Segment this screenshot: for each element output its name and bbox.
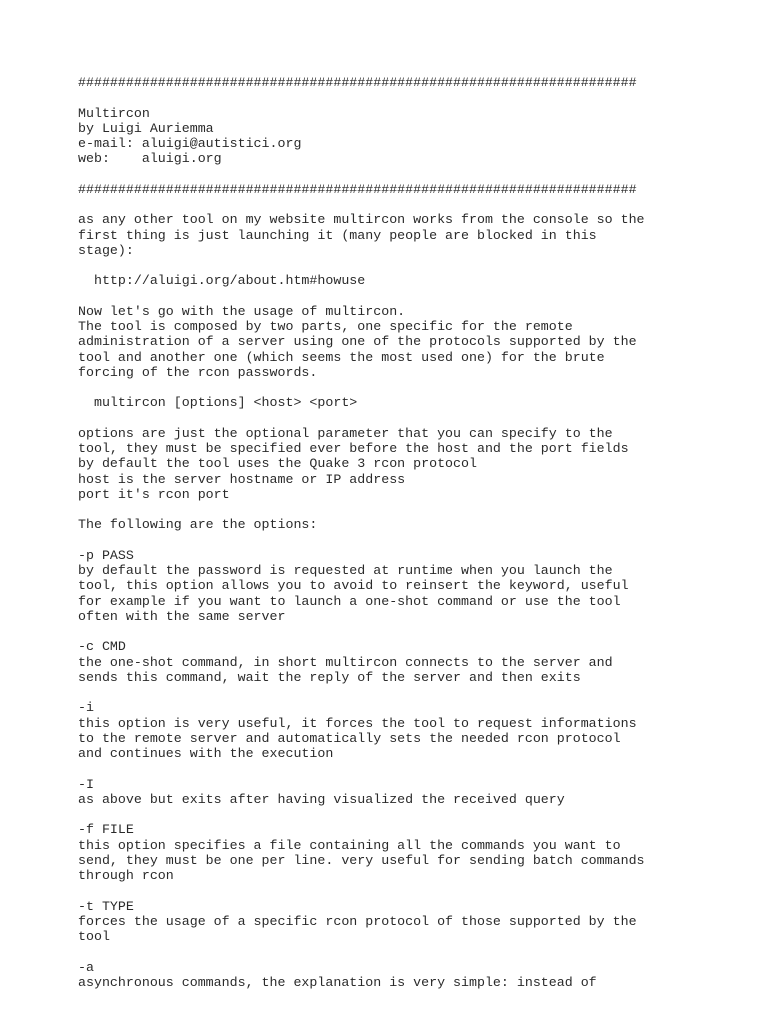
text-line: the one-shot command, in short multircon connects to the server and xyxy=(78,654,613,670)
text-line: -f FILE xyxy=(78,822,134,838)
text-line: port it's rcon port xyxy=(78,486,230,502)
text-line: by default the password is requested at runtime when you launch the xyxy=(78,563,613,578)
text-line: as above but exits after having visualized the received query xyxy=(78,791,565,807)
text-line: e-mail: aluigi@autistici.org xyxy=(78,136,302,151)
blank-line xyxy=(78,761,758,776)
text-line: forces the usage of a specific rcon protocol of those supported by the xyxy=(78,913,637,929)
text-line: send, they must be one per line. very useful for sending batch commands xyxy=(78,852,645,868)
text-line: http://aluigi.org/about.htm#howuse xyxy=(78,273,366,289)
text-line: -i xyxy=(78,700,94,716)
text-line: multircon [options] <host> <port> xyxy=(78,395,358,411)
text-line: tool and another one (which seems the most used one) for the brute xyxy=(78,349,605,365)
document-text xyxy=(78,75,758,990)
blank-line xyxy=(78,197,758,212)
blank-line xyxy=(78,502,758,517)
blank-line xyxy=(78,807,758,822)
text-line: to the remote server and automatically sets the needed rcon protocol xyxy=(78,730,621,746)
text-line: through rcon xyxy=(78,868,174,883)
text-line: -I xyxy=(78,776,94,792)
text-line: asynchronous commands, the explanation is very simple: instead of xyxy=(78,974,597,990)
text-line: this option specifies a file containing all the commands you want to xyxy=(78,837,621,853)
text-line: ###################################################################### xyxy=(78,181,637,197)
blank-line xyxy=(78,289,758,304)
text-line: -a xyxy=(78,959,94,975)
text-line: forcing of the rcon passwords. xyxy=(78,364,318,380)
text-line: The tool is composed by two parts, one specific for the remote xyxy=(78,319,573,334)
text-line: tool, they must be specified ever before the host and the port fields xyxy=(78,441,629,456)
text-line: tool xyxy=(78,929,110,944)
text-line: The following are the options: xyxy=(78,517,318,533)
blank-line xyxy=(78,90,758,105)
blank-line xyxy=(78,380,758,395)
text-line: Multircon xyxy=(78,105,150,121)
text-line: -p PASS xyxy=(78,547,134,563)
text-line: as any other tool on my website multircon works from the console so the xyxy=(78,212,645,228)
text-line: for example if you want to launch a one-shot command or use the tool xyxy=(78,593,621,609)
text-line: administration of a server using one of the protocols supported by the xyxy=(78,334,637,350)
text-line: sends this command, wait the reply of the server and then exits xyxy=(78,669,581,685)
text-line: Now let's go with the usage of multircon. xyxy=(78,303,406,319)
blank-line xyxy=(78,167,758,182)
text-line: ###################################################################### xyxy=(78,75,637,90)
text-line: often with the same server xyxy=(78,608,286,624)
text-line: host is the server hostname or IP address xyxy=(78,471,406,487)
blank-line xyxy=(78,685,758,700)
blank-line xyxy=(78,944,758,959)
text-line: by default the tool uses the Quake 3 rcon protocol xyxy=(78,456,477,472)
text-line: tool, this option allows you to avoid to reinsert the keyword, useful xyxy=(78,578,629,594)
text-line: web: aluigi.org xyxy=(78,151,222,167)
blank-line xyxy=(78,533,758,548)
text-line: stage): xyxy=(78,242,134,258)
blank-line xyxy=(78,883,758,898)
text-line: by Luigi Auriemma xyxy=(78,120,214,136)
text-line: options are just the optional parameter that you can specify to the xyxy=(78,425,613,441)
text-line: -c CMD xyxy=(78,639,126,655)
blank-line xyxy=(78,411,758,426)
text-line: -t TYPE xyxy=(78,898,134,914)
text-line: this option is very useful, it forces the tool to request informations xyxy=(78,715,637,731)
text-line: first thing is just launching it (many people are blocked in this xyxy=(78,227,597,243)
blank-line xyxy=(78,258,758,273)
text-line: and continues with the execution xyxy=(78,746,334,761)
blank-line xyxy=(78,624,758,639)
